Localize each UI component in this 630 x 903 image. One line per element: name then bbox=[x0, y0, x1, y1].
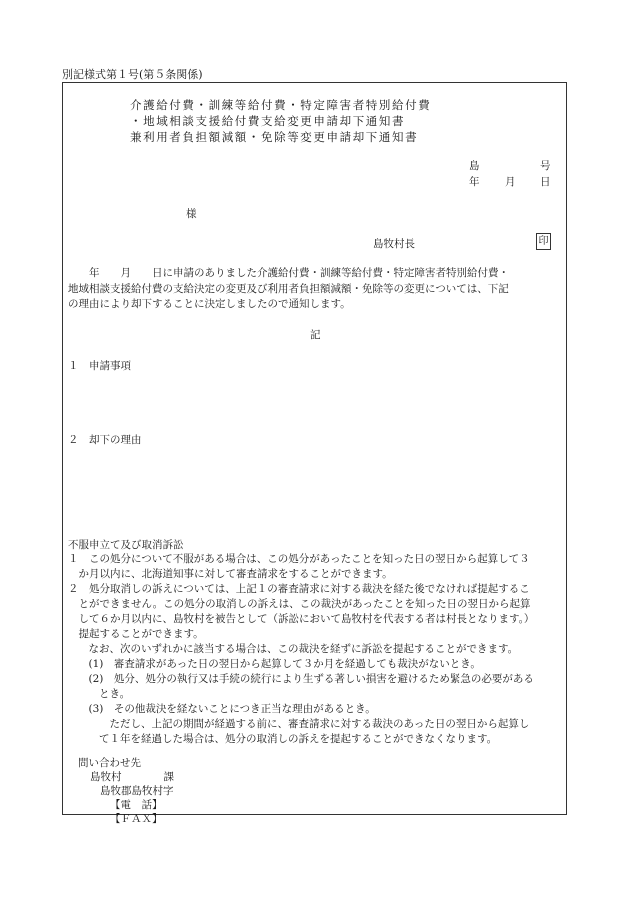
date-year: 年 bbox=[469, 176, 480, 188]
title-line-3: 兼利用者負担額減額・免除等変更申請却下通知書 bbox=[130, 130, 419, 144]
notice-line-1: 年 月 日に申請のありました介護給付費・訓練等給付費・特定障害者特別給付費・ bbox=[68, 267, 509, 279]
sender-name: 島牧村長 bbox=[373, 238, 415, 250]
appeal-line: (2) 処分、処分の執行又は手続の続行により生ずる著しい損害を避けるため緊急の必要がある bbox=[78, 673, 534, 685]
date-day: 日 bbox=[540, 176, 551, 188]
title-line-1: 介護給付費・訓練等給付費・特定障害者特別給付費 bbox=[130, 98, 432, 112]
appeal-heading: 不服申立て及び取消訴訟 bbox=[68, 539, 184, 551]
contact-tel: 【電 話】 bbox=[110, 799, 163, 811]
appeal-line: とき。 bbox=[78, 688, 131, 700]
item-reason: ２ 却下の理由 bbox=[68, 434, 142, 446]
appeal-line: １ この処分について不服がある場合は、この処分があったことを知った日の翌日から起算して３ bbox=[68, 553, 530, 565]
number-prefix: 島 bbox=[469, 160, 480, 172]
date-month: 月 bbox=[505, 176, 516, 188]
seal-box: 印 bbox=[536, 233, 551, 250]
number-suffix: 号 bbox=[540, 160, 551, 172]
contact-fax: 【ＦＡＸ】 bbox=[110, 813, 163, 825]
addressee-sama: 様 bbox=[186, 208, 197, 220]
notice-line-3: の理由により却下することに決定しましたので通知します。 bbox=[68, 298, 351, 310]
appeal-line: (3) その他裁決を経ないことにつき正当な理由があるとき。 bbox=[78, 703, 376, 715]
appeal-line: なお、次のいずれかに該当する場合は、この裁決を経ずに訴訟を提起することができます。 bbox=[78, 643, 519, 655]
item-application: １ 申請事項 bbox=[68, 360, 131, 372]
contact-heading: 問い合わせ先 bbox=[78, 757, 141, 769]
appeal-line: とができません。この処分の取消しの訴えは、この裁決があったことを知った日の翌日から起算 bbox=[68, 598, 531, 610]
contact-dept: 島牧村 課 bbox=[90, 771, 174, 783]
contact-address: 島牧郡島牧村字 bbox=[100, 785, 174, 797]
appeal-line: 提起することができます。 bbox=[68, 628, 204, 640]
appeal-line: か月以内に、北海道知事に対して審査請求をすることができます。 bbox=[68, 568, 393, 580]
notice-line-2: 地域相談支援給付費の支給決定の変更及び利用者負担額減額・免除等の変更については、下記 bbox=[68, 283, 509, 295]
appeal-line: ただし、上記の期間が経過する前に、審査請求に対する裁決のあった日の翌日から起算し bbox=[78, 718, 530, 730]
appeal-line: (1) 審査請求があった日の翌日から起算して３か月を経過しても裁決がないとき。 bbox=[78, 658, 481, 670]
title-line-2: ・地域相談支援給付費支給変更申請却下通知書 bbox=[130, 114, 406, 128]
appeal-line: て１年を経過した場合は、処分の取消しの訴えを提起することができなくなります。 bbox=[78, 733, 498, 745]
appeal-line: して６か月以内に、島牧村を被告として（訴訟において島牧村を代表する者は村長となります。） bbox=[68, 613, 535, 625]
form-label: 別記様式第１号(第５条関係) bbox=[62, 68, 203, 81]
ki-heading: 記 bbox=[310, 329, 321, 341]
appeal-line: ２ 処分取消しの訴えについては、上記１の審査請求に対する裁決を経た後でなければ提起するこ bbox=[68, 583, 530, 595]
